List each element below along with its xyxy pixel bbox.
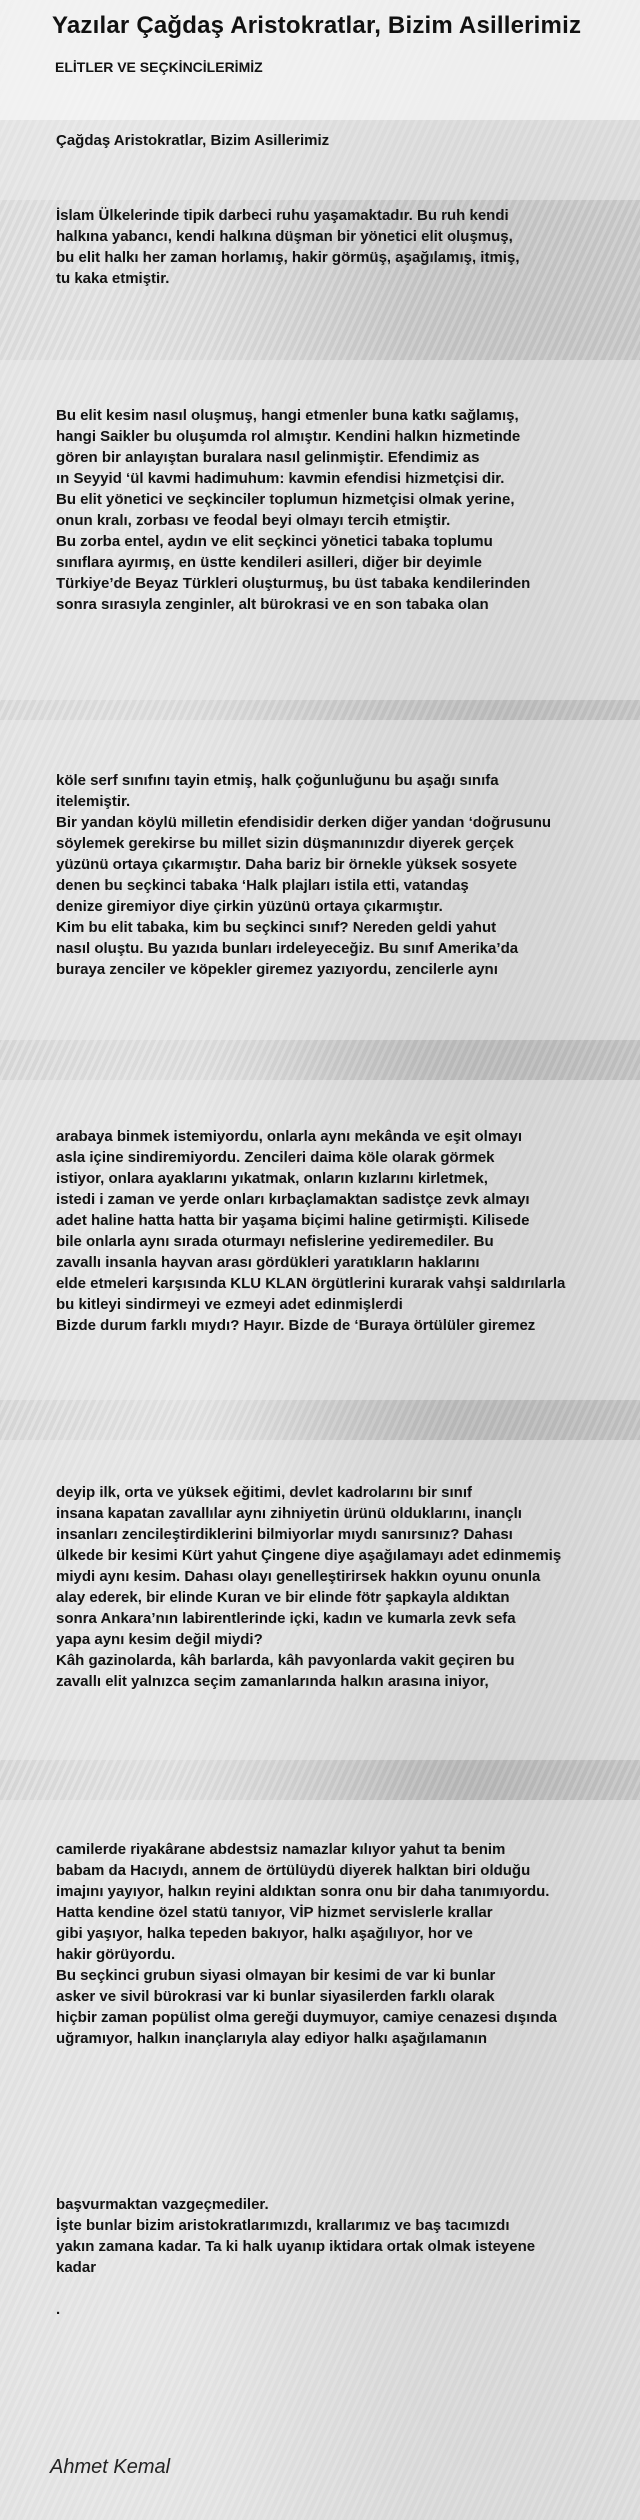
text-line: istedi i zaman ve yerde onları kırbaçlamaktan sadistçe zevk almayı [56,1191,530,1208]
text-line: onun kralı, zorbası ve feodal beyi olmayı tercih etmiştir. [56,512,451,529]
article-paragraph [56,405,616,615]
text-line: sınıflara ayırmış, en üstte kendileri asilleri, diğer bir deyimle [56,554,483,571]
text-line: söylemek gerekirse bu millet sizin düşmanınızdır diyerek gerçek [56,835,514,852]
text-line: gibi yaşıyor, halka tepeden bakıyor, halkı aşağılıyor, hor ve [56,1925,473,1942]
text-line: ülkede bir kesimi Kürt yahut Çingene diye aşağılamayı adet edinmemiş [56,1547,562,1564]
text-line: hangi Saikler bu oluşumda rol almıştır. Kendini halkın hizmetinde [56,428,521,445]
text-line: köle serf sınıfını tayin etmiş, halk çoğunluğunu bu aşağı sınıfa [56,772,499,789]
text-line: elde etmeleri karşısında KLU KLAN örgütlerini kurarak vahşi saldırılarla [56,1275,566,1292]
text-line: Bu elit yönetici ve seçkinciler toplumun hizmetçisi olmak yerine, [56,491,515,508]
header-panel [0,0,640,120]
page-title: Yazılar Çağdaş Aristokratlar, Bizim Asillerimiz [52,12,582,39]
article-paragraph [56,1126,616,1336]
text-line: Bu seçkinci grubun siyasi olmayan bir kesimi de var ki bunlar [56,1967,496,1984]
text-line: denen bu seçkinci tabaka ‘Halk plajları istila etti, vatandaş [56,877,469,894]
author-signature: Ahmet Kemal [50,2456,171,2478]
text-line: nasıl oluştu. Bu yazıda bunları irdeleyeceğiz. Bu sınıf Amerika’da [56,940,519,957]
text-line: İşte bunlar bizim aristokratlarımızdı, krallarımız ve baş tacımızdı [56,2217,510,2234]
text-line: sonra Ankara’nın labirentlerinde içki, kadın ve kumarla zevk sefa [56,1610,516,1627]
text-line: Kâh gazinolarda, kâh barlarda, kâh pavyonlarda vakit geçiren bu [56,1652,515,1669]
text-line: insanları zencileştirdiklerini bilmiyorlar mıydı sanırsınız? Dahası [56,1526,513,1543]
article-paragraph [56,130,616,151]
text-line: itelemiştir. [56,793,131,810]
text-line: denize giremiyor diye çirkin yüzünü ortaya çıkarmıştır. [56,898,443,915]
text-line: Bizde durum farklı mıydı? Hayır. Bizde de ‘Buraya örtülüler giremez [56,1317,536,1334]
text-line: asla içine sindiremiyordu. Zencileri daima köle olarak görmek [56,1149,495,1166]
article-paragraph [56,2194,616,2320]
text-line: hiçbir zaman popülist olma gereği duymuyor, camiye cenazesi dışında [56,2009,557,2026]
text-line: . [56,2301,61,2318]
text-line: asker ve sivil bürokrasi var ki bunlar siyasilerden farklı olarak [56,1988,495,2005]
page-subtitle: ELİTLER VE SEÇKİNCİLERİMİZ [55,59,263,75]
text-line: uğramıyor, halkın inançlarıyla alay ediyor halkı aşağılamanın [56,2030,488,2047]
text-line [56,2278,616,2299]
text-line: İslam Ülkelerinde tipik darbeci ruhu yaşamaktadır. Bu ruh kendi [56,207,509,224]
text-line: halkına yabancı, kendi halkına düşman bir yönetici elit oluşmuş, [56,228,513,245]
text-line: istiyor, onlara ayaklarını yıkatmak, onların kızlarını kirletmek, [56,1170,488,1187]
text-line: kadar [56,2259,97,2276]
article-paragraph [56,1482,616,1692]
text-line: Bu zorba entel, aydın ve elit seçkinci yönetici tabaka toplumu [56,533,493,550]
text-line: arabaya binmek istemiyordu, onlarla aynı mekânda ve eşit olmayı [56,1128,523,1145]
article-paragraph [56,1839,616,2049]
text-line: camilerde riyakârane abdestsiz namazlar kılıyor yahut ta benim [56,1841,506,1858]
text-line: başvurmaktan vazgeçmediler. [56,2196,269,2213]
article-paragraph [56,205,616,289]
text-line: ın Seyyid ‘ül kavmi hadimuhum: kavmin efendisi hizmetçisi dir. [56,470,505,487]
text-line: tu kaka etmiştir. [56,270,170,287]
text-line: sonra sırasıyla zenginler, alt bürokrasi ve en son tabaka olan [56,596,489,613]
text-line: Çağdaş Aristokratlar, Bizim Asillerimiz [56,132,330,149]
text-line: insana kapatan zavallılar aynı zihniyetin ürünü olduklarını, inançlı [56,1505,522,1522]
text-line: babam da Hacıydı, annem de örtülüydü diyerek halktan biri olduğu [56,1862,531,1879]
text-line: hakir görüyordu. [56,1946,176,1963]
text-line: imajını yayıyor, halkın reyini aldıktan sonra onu bir daha tanımıyordu. [56,1883,550,1900]
text-line: zavallı insanla hayvan arası gördükleri yaratıkların haklarını [56,1254,480,1271]
text-line: adet haline hatta hatta bir yaşama biçimi haline getirmişti. Kilisede [56,1212,530,1229]
text-line: Hatta kendine özel statü tanıyor, VİP hizmet servislerle krallar [56,1904,493,1921]
text-line: gören bir anlayıştan buralara nasıl gelinmiştir. Efendimiz as [56,449,480,466]
article-paragraph [56,770,616,980]
text-line: yakın zamana kadar. Ta ki halk uyanıp iktidara ortak olmak isteyene [56,2238,536,2255]
text-line: alay ederek, bir elinde Kuran ve bir elinde fötr şapkayla aldıktan [56,1589,510,1606]
text-line: yapa aynı kesim değil miydi? [56,1631,263,1648]
text-line: deyip ilk, orta ve yüksek eğitimi, devlet kadrolarını bir sınıf [56,1484,472,1501]
text-line: zavallı elit yalnızca seçim zamanlarında halkın arasına iniyor, [56,1673,489,1690]
text-line: Bu elit kesim nasıl oluşmuş, hangi etmenler buna katkı sağlamış, [56,407,519,424]
text-line: bu elit halkı her zaman horlamış, hakir görmüş, aşağılamış, itmiş, [56,249,520,266]
text-line: buraya zenciler ve köpekler giremez yazıyordu, zencilerle aynı [56,961,498,978]
text-line: yüzünü ortaya çıkarmıştır. Daha bariz bir örnekle yüksek sosyete [56,856,518,873]
text-line: Türkiye’de Beyaz Türkleri oluşturmuş, bu üst tabaka kendilerinden [56,575,531,592]
text-line: Kim bu elit tabaka, kim bu seçkinci sınıf? Nereden geldi yahut [56,919,497,936]
text-line: bu kitleyi sindirmeyi ve ezmeyi adet edinmişlerdi [56,1296,403,1313]
text-line: miydi aynı kesim. Dahası olayı genelleştirirsek hakkın oyunu onunla [56,1568,541,1585]
text-line: Bir yandan köylü milletin efendisidir derken diğer yandan ‘doğrusunu [56,814,552,831]
text-line: bile onlarla aynı sırada oturmayı nefislerine yediremediler. Bu [56,1233,494,1250]
